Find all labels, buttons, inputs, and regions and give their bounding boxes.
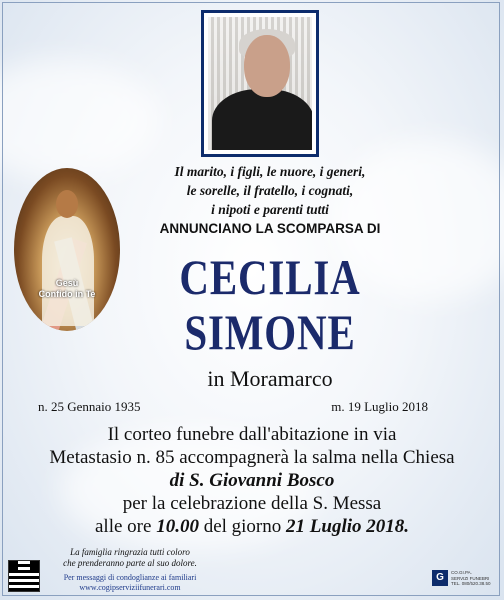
family-thanks: La famiglia ringrazia tutti coloro che prenderanno parte al suo dolore. [63,547,197,568]
condolence-link[interactable]: Per messaggi di condoglianze ai familiari www.cogipserviziifunerari.com [63,573,197,592]
funeral-details: Il corteo funebre dall'abitazione in via Metastasio n. 85 accompagnerà la salma nella Chiesa di S. Giovanni Bosco per la celebrazione della S. Messa alle ore 10.00 del giorno 21 Luglio 2018. [10,423,494,538]
death-date: m. 19 Luglio 2018 [331,399,428,414]
funeral-home-info: CO.GI.PA. SERVIZI FUNEBRI TEL. 080/520.38.50 [451,570,491,586]
icon-caption: Gesù Confido in Te [38,278,96,299]
married-name: in Moramarco [207,366,333,391]
service-time-line: alle ore 10.00 del giorno 21 Luglio 2018. [95,516,409,537]
qr-code[interactable] [8,560,40,592]
deceased-portrait [201,10,319,157]
deceased-last-name: SIMONE [184,304,356,360]
service-time: 10.00 [156,516,199,537]
church-name: di S. Giovanni Bosco [169,470,335,491]
birth-date: n. 25 Gennaio 1935 [38,399,141,414]
funeral-home-logo: G [432,570,448,586]
service-date: 21 Luglio 2018. [286,516,409,537]
family-announcers: Il marito, i figli, le nuore, i generi, le sorelle, il fratello, i cognati, i nipoti e parenti tutti [174,164,366,217]
announce-heading: ANNUNCIANO LA SCOMPARSA DI [159,221,381,236]
deceased-first-name: CECILIA [179,249,361,305]
